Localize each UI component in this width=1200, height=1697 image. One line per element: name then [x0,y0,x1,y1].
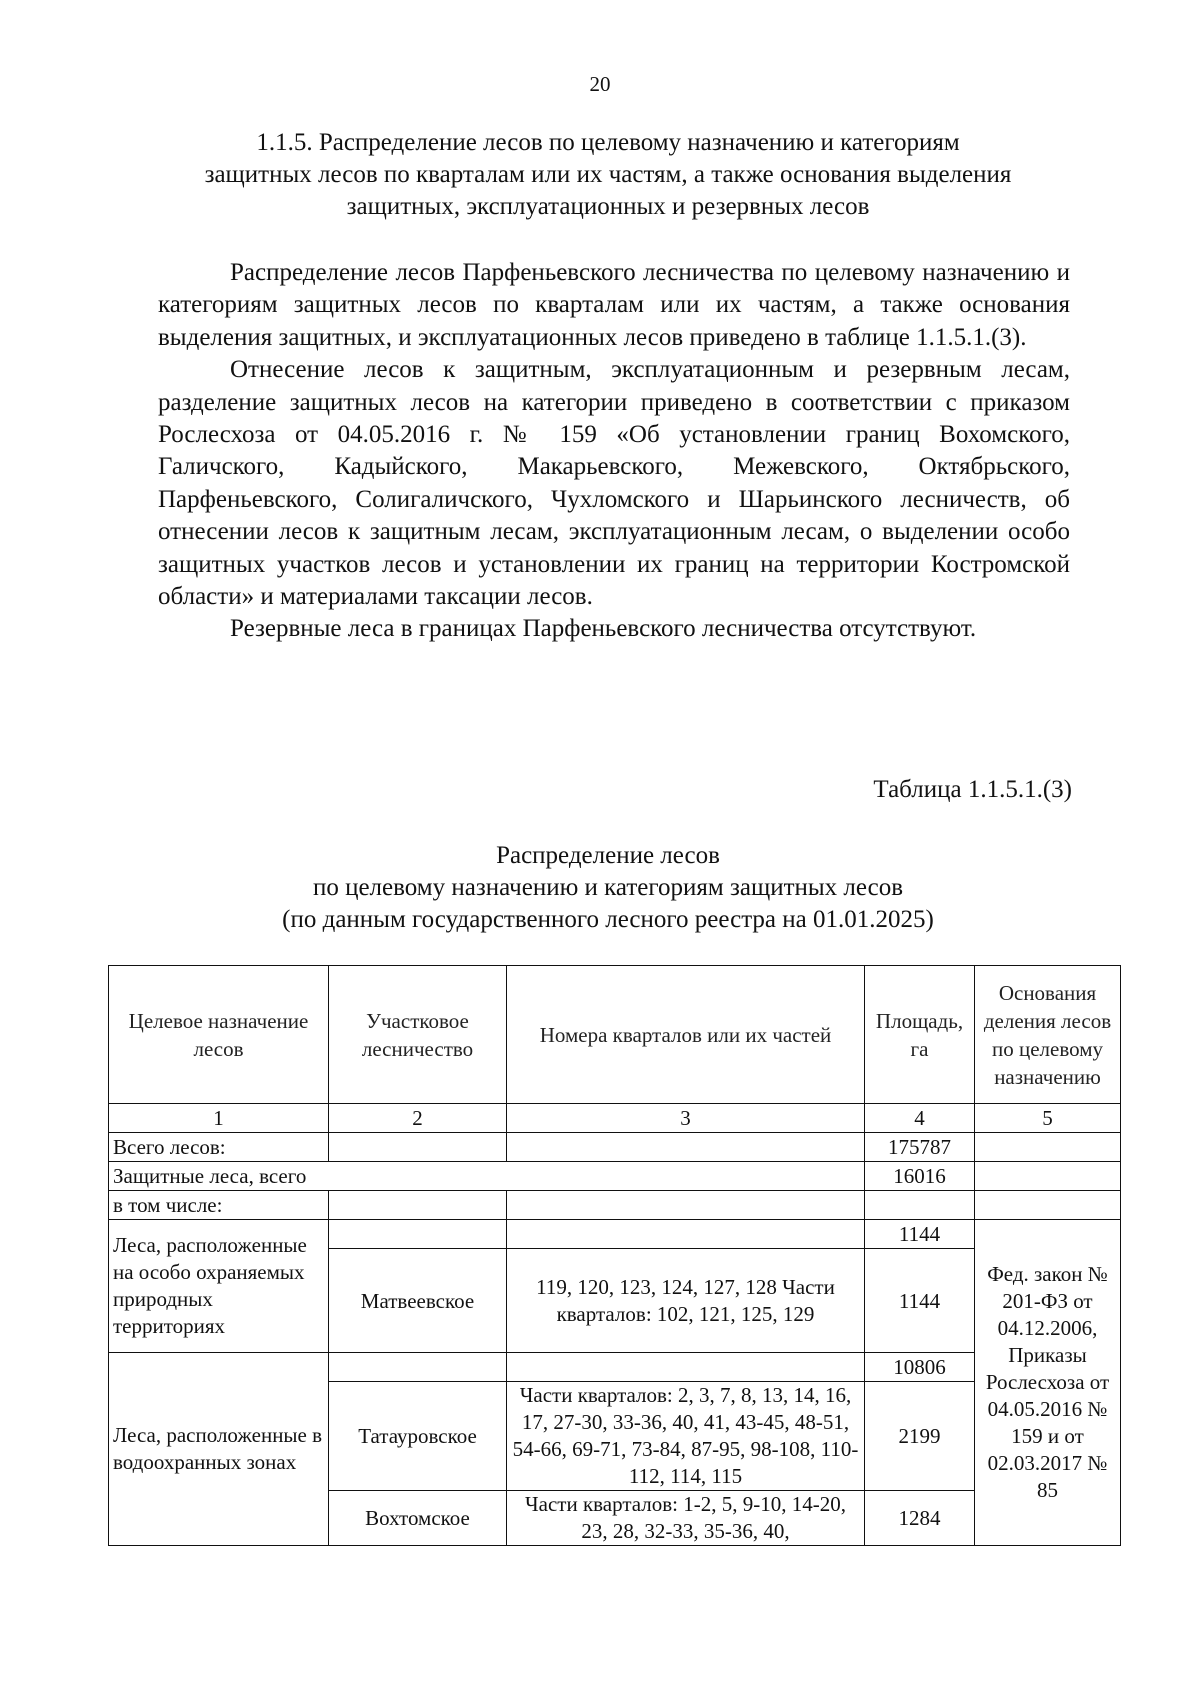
empty-cell [329,1133,507,1162]
column-number: 3 [507,1104,865,1133]
empty-cell [975,1133,1121,1162]
paragraph: Распределение лесов Парфеньевского лесничества по целевому назначению и категориям защитных лесов по кварталам или их частям, а также основания выделения защитных, и эксплуатационных лесов приведено в таблице 1.1.5.1.(3). [158,259,1070,351]
protective-label: Защитные леса, всего [109,1162,865,1191]
basis-cell: Фед. закон № 201-ФЗ от 04.12.2006, Приказы Рослесхоза от 04.05.2016 № 159 и от 02.03.2017 № 85 [975,1220,1121,1546]
vokh-quarters: Части кварталов: 1-2, 5, 9-10, 14-20, 23, 28, 32-33, 35-36, 40, [507,1491,865,1546]
opt-area: 1144 [865,1220,975,1249]
section-heading [150,127,1066,223]
table-row-water-total [109,1353,1121,1382]
forest-distribution-table [108,965,1121,1546]
empty-cell [865,1191,975,1220]
column-number: 1 [109,1104,329,1133]
including-label: в том числе: [109,1191,329,1220]
water-area: 10806 [865,1353,975,1382]
empty-cell [507,1353,865,1382]
column-number-row [109,1104,1121,1133]
header-quarters: Номера кварталов или их частей [507,966,865,1104]
empty-cell [329,1220,507,1249]
vokh-district: Вохтомское [329,1491,507,1546]
empty-cell [975,1191,1121,1220]
table-title-line: (по данным государственного лесного реестра на 01.01.2025) [282,906,934,933]
opt-district: Матвеевское [329,1249,507,1353]
header-basis: Основания деления лесов по целевому назначению [975,966,1121,1104]
table-row-including [109,1191,1121,1220]
total-area: 175787 [865,1133,975,1162]
opt-district-area: 1144 [865,1249,975,1353]
body-text [158,257,1070,646]
table-row-opt-total [109,1220,1121,1249]
heading-line: защитных лесов по кварталам или их частям, а также основания выделения [204,161,1012,188]
page-number: 20 [589,72,611,96]
tat-quarters: Части кварталов: 2, 3, 7, 8, 13, 14, 16, 17, 27-30, 33-36, 40, 41, 43-45, 48-51, 54-66, 69-71, 73-84, 87-95, 98-108, 110-112, 114, 115 [507,1382,865,1491]
table-title-line: по целевому назначению и категориям защитных лесов [312,874,904,901]
table-header-row [109,966,1121,1104]
vokh-area: 1284 [865,1491,975,1546]
opt-label: Леса, расположенные на особо охраняемых природных территориях [109,1220,329,1353]
heading-line: защитных, эксплуатационных и резервных лесов [346,193,870,220]
total-label: Всего лесов: [109,1133,329,1162]
table-row-total [109,1133,1121,1162]
water-label: Леса, расположенные в водоохранных зонах [109,1353,329,1546]
opt-quarters: 119, 120, 123, 124, 127, 128 Части кварталов: 102, 121, 125, 129 [507,1249,865,1353]
heading-line: 1.1.5. Распределение лесов по целевому назначению и категориям [256,129,960,156]
empty-cell [329,1353,507,1382]
tat-area: 2199 [865,1382,975,1491]
column-number: 5 [975,1104,1121,1133]
paragraph: Отнесение лесов к защитным, эксплуатационным и резервным лесам, разделение защитных лесов на категории приведено в соответствии с приказом Рослесхоза от 04.05.2016 г. № 159 «Об установлении границ Вохомского, Галичского, Кадыйского, Макарьевского, Межевского, Октябрьского, Парфеньевского, Солигаличского, Чухломского и Шарьинского лесничеств, об отнесении лесов к защитным лесам, эксплуатационным лесам, о выделении особо защитных участков лесов и установлении их границ на территории Костромской области» и материалами таксации лесов. [158,356,1070,611]
header-district: Участковое лесничество [329,966,507,1104]
table-row-protective [109,1162,1121,1191]
table-title-line: Распределение лесов [496,842,720,869]
column-number: 2 [329,1104,507,1133]
table-label: Таблица 1.1.5.1.(3) [873,776,1072,803]
tat-district: Татауровское [329,1382,507,1491]
empty-cell [507,1220,865,1249]
empty-cell [329,1191,507,1220]
protective-area: 16016 [865,1162,975,1191]
header-area: Площадь, га [865,966,975,1104]
column-number: 4 [865,1104,975,1133]
empty-cell [975,1162,1121,1191]
table-title [150,840,1066,936]
paragraph: Резервные леса в границах Парфеньевского лесничества отсутствуют. [230,615,977,643]
header-purpose: Целевое назначение лесов [109,966,329,1104]
empty-cell [507,1133,865,1162]
empty-cell [507,1191,865,1220]
